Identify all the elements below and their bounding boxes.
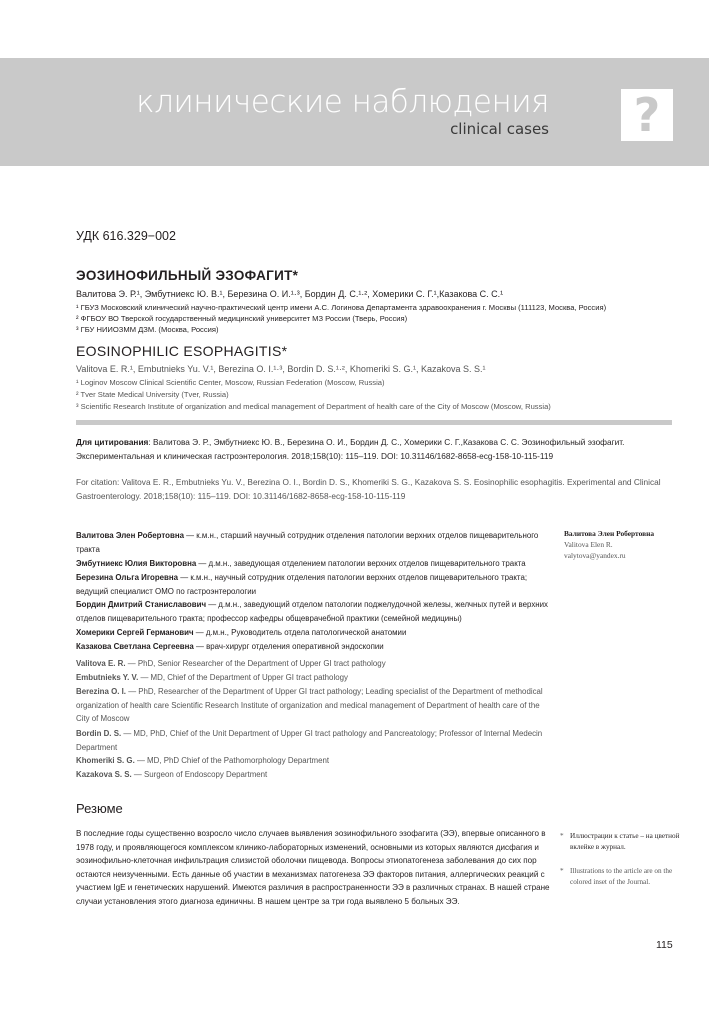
bio-ru-2 <box>76 557 552 571</box>
section-title-en: clinical cases <box>450 120 549 138</box>
contact-email[interactable]: valytova@yandex.ru <box>564 551 626 560</box>
bio-desc: — д.м.н., Руководитель отдела патологической анатомии <box>193 628 407 637</box>
bio-desc: — PhD, Senior Researcher of the Department of Upper GI tract pathology <box>125 659 386 668</box>
bio-en-4 <box>76 727 552 754</box>
bio-name: Хомерики Сергей Германович <box>76 628 194 637</box>
section-title-ru: клинические наблюдения <box>136 84 549 120</box>
bio-desc: — к.м.н., старший научный сотрудник отделения патологии верхних отделов пищеварительного тракта <box>76 531 539 554</box>
bio-en-1 <box>76 657 552 671</box>
bio-name: Валитова Элен Робертовна <box>76 531 184 540</box>
affiliation-en-2: ² Tver State Medical University (Tver, Russia) <box>76 390 229 399</box>
bio-desc: — PhD, Researcher of the Department of Upper GI tract pathology; Leading specialist of the Department of methodical organization of health care Scientific Research Institute of organization and medical management of Department of health care of the City of Moscow <box>76 687 543 723</box>
affiliation-ru-3: ³ ГБУ НИИОЗММ ДЗМ. (Москва, Россия) <box>76 325 219 334</box>
citation-ru-label: Для цитирования <box>76 437 149 447</box>
page-number: 115 <box>656 939 673 951</box>
contact-name: Валитова Элен Робертовна <box>564 529 655 538</box>
bio-desc: — д.м.н., заведующая отделением патологии верхних отделов пищеварительного тракта <box>196 559 526 568</box>
bio-name: Бордин Дмитрий Станиславович <box>76 600 207 609</box>
citation-en <box>76 475 672 503</box>
article-title-ru: ЭОЗИНОФИЛЬНЫЙ ЭЗОФАГИТ* <box>76 268 299 283</box>
bio-ru-1 <box>76 529 552 556</box>
bio-name: Valitova E. R. <box>76 659 126 668</box>
bio-desc: — д.м.н., заведующий отделом патологии поджелудочной железы, желчных путей и верхних отделов пищеварительного тракта; профессор кафедры общеврачебной практики (семейной медицины) <box>76 600 548 623</box>
authors-en: Valitova E. R.¹, Embutnieks Yu. V.¹, Berezina O. I.¹·³, Bordin D. S.¹·², Khomeriki S. G.¹, Kazakova S. S.¹ <box>76 364 486 374</box>
footnote-star: * <box>560 867 564 875</box>
bio-desc: — к.м.н., научный сотрудник отделения патологии верхних отделов пищеварительного тракта; ведущий специалист ОМО по гастроэнтерологии <box>76 573 528 596</box>
bio-name: Эмбутниекс Юлия Викторовна <box>76 559 197 568</box>
article-title-en: EOSINOPHILIC ESOPHAGITIS* <box>76 343 288 359</box>
bio-ru-3 <box>76 571 552 598</box>
affiliation-ru-1: ¹ ГБУЗ Московский клинический научно-практический центр имени А.С. Логинова Департамента здравоохранения г. Москвы (111123, Москва, Россия) <box>76 303 607 312</box>
bio-en-5 <box>76 754 552 768</box>
bio-en-3 <box>76 685 552 726</box>
bio-desc: — Surgeon of Endoscopy Department <box>131 770 268 779</box>
bio-desc: — MD, Chief of the Department of Upper GI tract pathology <box>138 673 348 682</box>
bio-desc: — MD, PhD Chief of the Pathomorphology Department <box>134 756 330 765</box>
citation-en-text: : Valitova E. R., Embutnieks Yu. V., Berezina O. I., Bordin D. S., Khomeriki S. G., Kazakova S. S. Eosinophilic esophagitis. Experimental and Clinical Gastroenterology. 2018;158(10): 115–119. DOI: 10.31146/1682-8658-ecg-158-10-115-119 <box>76 477 661 501</box>
bio-en-6 <box>76 768 552 782</box>
bio-name: Березина Ольга Игоревна <box>76 573 179 582</box>
bio-name: Kazakova S. S. <box>76 770 132 779</box>
bio-name: Казакова Светлана Сергеевна <box>76 642 194 651</box>
bio-ru-5 <box>76 626 552 640</box>
bio-en-2 <box>76 671 552 685</box>
authors-ru: Валитова Э. Р.¹, Эмбутниекс Ю. В.¹, Березина О. И.¹·³, Бордин Д. С.¹·², Хомерики С. Г.¹,Казакова С. С.¹ <box>76 289 504 299</box>
bio-ru-6 <box>76 640 552 654</box>
footnote-ru <box>560 831 692 852</box>
abstract-text: В последние годы существенно возросло число случаев выявления эозинофильного эзофагита (ЭЭ), впервые описанного в 1978 году, и проявляющегося комплексом клинико-лабораторных изменений, основными из которых являются дисфагия и эозинофильно-клеточная инфильтрация слизистой оболочки пищевода. Вопросы этиопатогенеза заболевания до сих пор остаются неизученными. Есть данные об участии в механизмах патогенеза ЭЭ факторов питания, аллергических реакций с участием IgE и генетических нарушений. Имеются различия в распространенности ЭЭ в различных странах. В нашей стране случаи установления этого диагноза единичны. В нашем центре за три года выявлено 5 больных ЭЭ. <box>76 829 550 906</box>
divider-rule <box>76 420 672 425</box>
citation-ru <box>76 435 672 463</box>
question-mark-icon: ? <box>621 89 673 141</box>
footnote-en <box>560 866 692 887</box>
affiliation-ru-2: ² ФГБОУ ВО Тверской государственный медицинский университет МЗ России (Тверь, Россия) <box>76 314 408 323</box>
bio-ru-4 <box>76 598 552 625</box>
citation-ru-text: : Валитова Э. Р., Эмбутниекс Ю. В., Березина О. И., Бордин Д. С., Хомерики С. Г.,Казакова С. С. Эозинофильный эзофагит. Экспериментальная и клиническая гастроэнтерология. 2018;158(10): 115–119. DOI: 10.31146/1682-8658-ecg-158-10-115-119 <box>76 437 625 461</box>
citation-en-label: For citation <box>76 477 118 487</box>
contact-name-en: Valitova Elen R. <box>564 540 613 549</box>
bio-name: Berezina O. I. <box>76 687 126 696</box>
bio-name: Khomeriki S. G. <box>76 756 135 765</box>
footnote-star: * <box>560 832 564 840</box>
affiliation-en-1: ¹ Loginov Moscow Clinical Scientific Center, Moscow, Russian Federation (Moscow, Russia) <box>76 378 385 387</box>
udk-code: УДК 616.329−002 <box>76 229 176 243</box>
bio-name: Embutnieks Y. V. <box>76 673 139 682</box>
bio-desc: — MD, PhD, Chief of the Unit Department of Upper GI tract pathology and Pancreatology; Professor of Internal Medecin Department <box>76 729 543 752</box>
contact-box <box>564 528 684 561</box>
footnote-text: Иллюстрации к статье – на цветной вклейке в журнал. <box>570 832 680 851</box>
footnote-text: Illustrations to the article are on the colored inset of the Journal. <box>570 867 673 886</box>
bio-name: Bordin D. S. <box>76 729 122 738</box>
resume-heading: Резюме <box>76 801 123 816</box>
bio-desc: — врач-хирург отделения оперативной эндоскопии <box>193 642 384 651</box>
affiliation-en-3: ³ Scientific Research Institute of organization and medical management of Department of health care of the City of Moscow (Moscow, Russia) <box>76 402 551 411</box>
